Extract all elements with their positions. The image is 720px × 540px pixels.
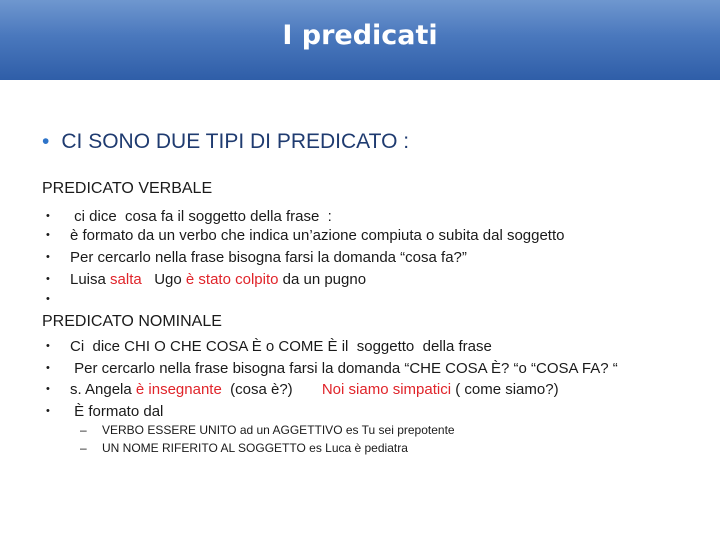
section-heading-nominale: PREDICATO NOMINALE xyxy=(42,313,222,330)
bullet-dot-icon: • xyxy=(46,273,50,285)
bullet-dot-icon: • xyxy=(42,130,50,153)
text-run: ( come siamo?) xyxy=(451,381,559,398)
bullet-dot-icon: • xyxy=(46,229,50,241)
main-bullet xyxy=(42,130,409,154)
section-heading-verbale: PREDICATO VERBALE xyxy=(42,180,213,197)
text-run: da un pugno xyxy=(278,271,367,288)
item-text xyxy=(70,380,559,399)
bullet-dot-icon: • xyxy=(46,362,50,374)
text-run: Ugo xyxy=(141,271,186,288)
sub-item-text: UN NOME RIFERITO AL SOGGETTO es Luca è pediatra xyxy=(102,441,408,455)
text-run: Per cercarlo nella frase bisogna farsi la domanda “CHE COSA È? “o “COSA FA? “ xyxy=(70,360,618,377)
item-text xyxy=(70,226,565,245)
highlighted-text: è insegnante xyxy=(135,381,222,398)
bullet-dot-icon: • xyxy=(46,383,50,395)
dash-icon: – xyxy=(80,423,87,437)
item-text xyxy=(70,337,492,356)
bullet-dot-icon: • xyxy=(46,210,50,222)
highlighted-text: è stato colpito xyxy=(185,271,279,288)
title-banner xyxy=(0,0,720,80)
item-text xyxy=(70,359,618,378)
highlighted-text: Noi siamo simpatici xyxy=(321,381,452,398)
dash-icon: – xyxy=(80,441,87,455)
main-bullet-text: CI SONO DUE TIPI DI PREDICATO : xyxy=(61,130,410,153)
sub-item xyxy=(80,423,455,437)
item-text xyxy=(70,207,332,226)
sub-item-text: VERBO ESSERE UNITO ad un AGGETTIVO es Tu sei prepotente xyxy=(102,423,455,437)
item-text xyxy=(70,402,163,421)
text-run: Ci dice CHI O CHE COSA È o COME È il soggetto della frase xyxy=(70,338,492,355)
item-text xyxy=(70,270,366,289)
bullet-dot-icon: • xyxy=(46,251,50,263)
bullet-dot-icon: • xyxy=(46,405,50,417)
item-text xyxy=(70,248,467,267)
bullet-dot-icon: • xyxy=(46,340,50,352)
text-run: è formato da un verbo che indica un’azione compiuta o subita dal soggetto xyxy=(70,227,565,244)
text-run: ci dice cosa fa il soggetto della frase : xyxy=(70,208,332,225)
bullet-dot-icon: • xyxy=(46,293,50,305)
text-run: Luisa xyxy=(70,271,111,288)
text-run: (cosa è?) xyxy=(221,381,322,398)
text-run: s. Angela xyxy=(70,381,136,398)
text-run: Per cercarlo nella frase bisogna farsi la domanda “cosa fa?” xyxy=(70,249,467,266)
slide-title: I predicati xyxy=(282,20,438,51)
highlighted-text: salta xyxy=(110,271,142,288)
text-run: È formato dal xyxy=(70,403,164,420)
sub-item xyxy=(80,441,408,455)
